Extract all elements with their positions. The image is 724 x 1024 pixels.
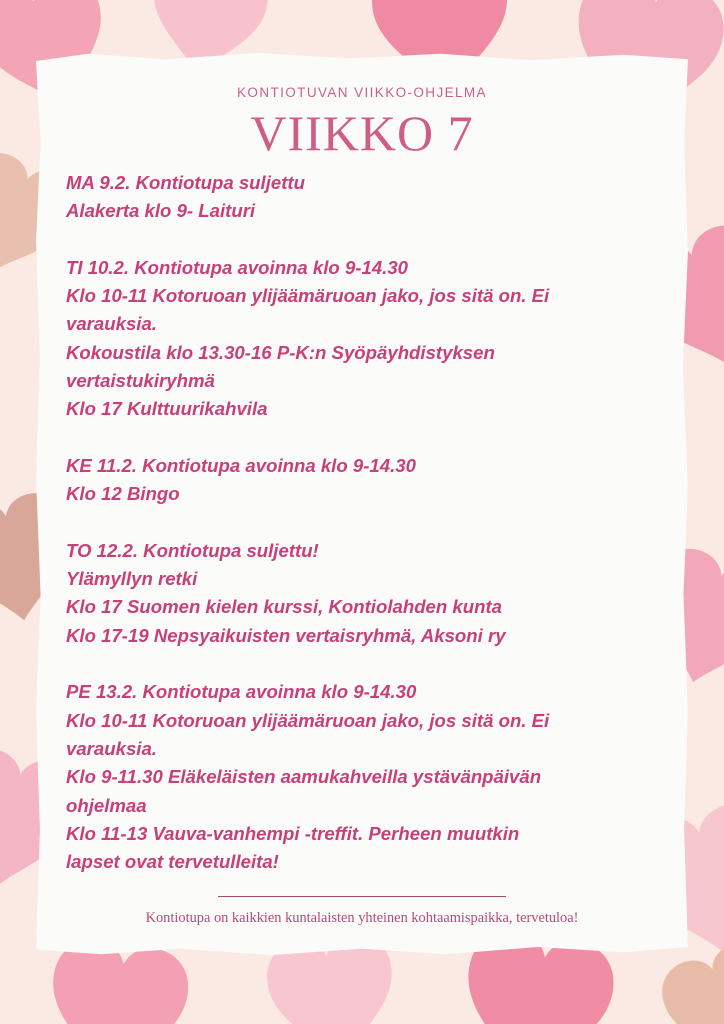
schedule-line: Klo 17 Kulttuurikahvila: [66, 398, 268, 420]
schedule-line: Klo 17-19 Nepsyaikuisten vertaisryhmä, Aksoni ry: [66, 624, 506, 646]
footer-text: Kontiotupa on kaikkien kuntalaisten yhteinen kohtaamispaikka, tervetuloa!: [145, 910, 579, 926]
schedule-line: ohjelmaa: [66, 794, 147, 816]
tuesday-heading: TI 10.2. Kontiotupa avoinna klo 9-14.30: [66, 256, 409, 278]
thursday-heading: TO 12.2. Kontiotupa suljettu!: [66, 539, 319, 561]
schedule-line: Alakerta klo 9- Laituri: [66, 200, 256, 222]
schedule-line: Kokoustila klo 13.30-16 P-K:n Syöpäyhdistyksen: [66, 341, 495, 363]
schedule-line: Klo 10-11 Kotoruoan ylijäämäruoan jako, jos sitä on. Ei: [66, 709, 550, 731]
schedule-line: Klo 12 Bingo: [66, 483, 180, 505]
weekly-schedule: [66, 169, 666, 876]
schedule-line: Klo 11-13 Vauva-vanhempi -treffit. Perheen muutkin: [66, 822, 520, 844]
schedule-line: lapset ovat tervetulleita!: [66, 851, 279, 873]
divider: [218, 896, 506, 897]
schedule-line: Ylämyllyn retki: [66, 568, 198, 590]
schedule-line: Klo 9-11.30 Eläkeläisten aamukahveilla ystävänpäivän: [66, 766, 542, 788]
page-title: VIIKKO 7: [250, 105, 474, 161]
monday-heading: MA 9.2. Kontiotupa suljettu: [66, 172, 305, 193]
friday-heading: PE 13.2. Kontiotupa avoinna klo 9-14.30: [66, 681, 417, 703]
schedule-line: Klo 10-11 Kotoruoan ylijäämäruoan jako, jos sitä on. Ei: [66, 285, 550, 307]
schedule-line: Klo 17 Suomen kielen kurssi, Kontiolahden kunta: [66, 596, 503, 618]
schedule-line: varauksia.: [66, 313, 157, 335]
subtitle: KONTIOTUVAN VIIKKO-OHJELMA: [237, 85, 487, 100]
schedule-line: varauksia.: [66, 737, 157, 759]
schedule-line: vertaistukiryhmä: [66, 370, 215, 392]
wednesday-heading: KE 11.2. Kontiotupa avoinna klo 9-14.30: [66, 454, 416, 476]
